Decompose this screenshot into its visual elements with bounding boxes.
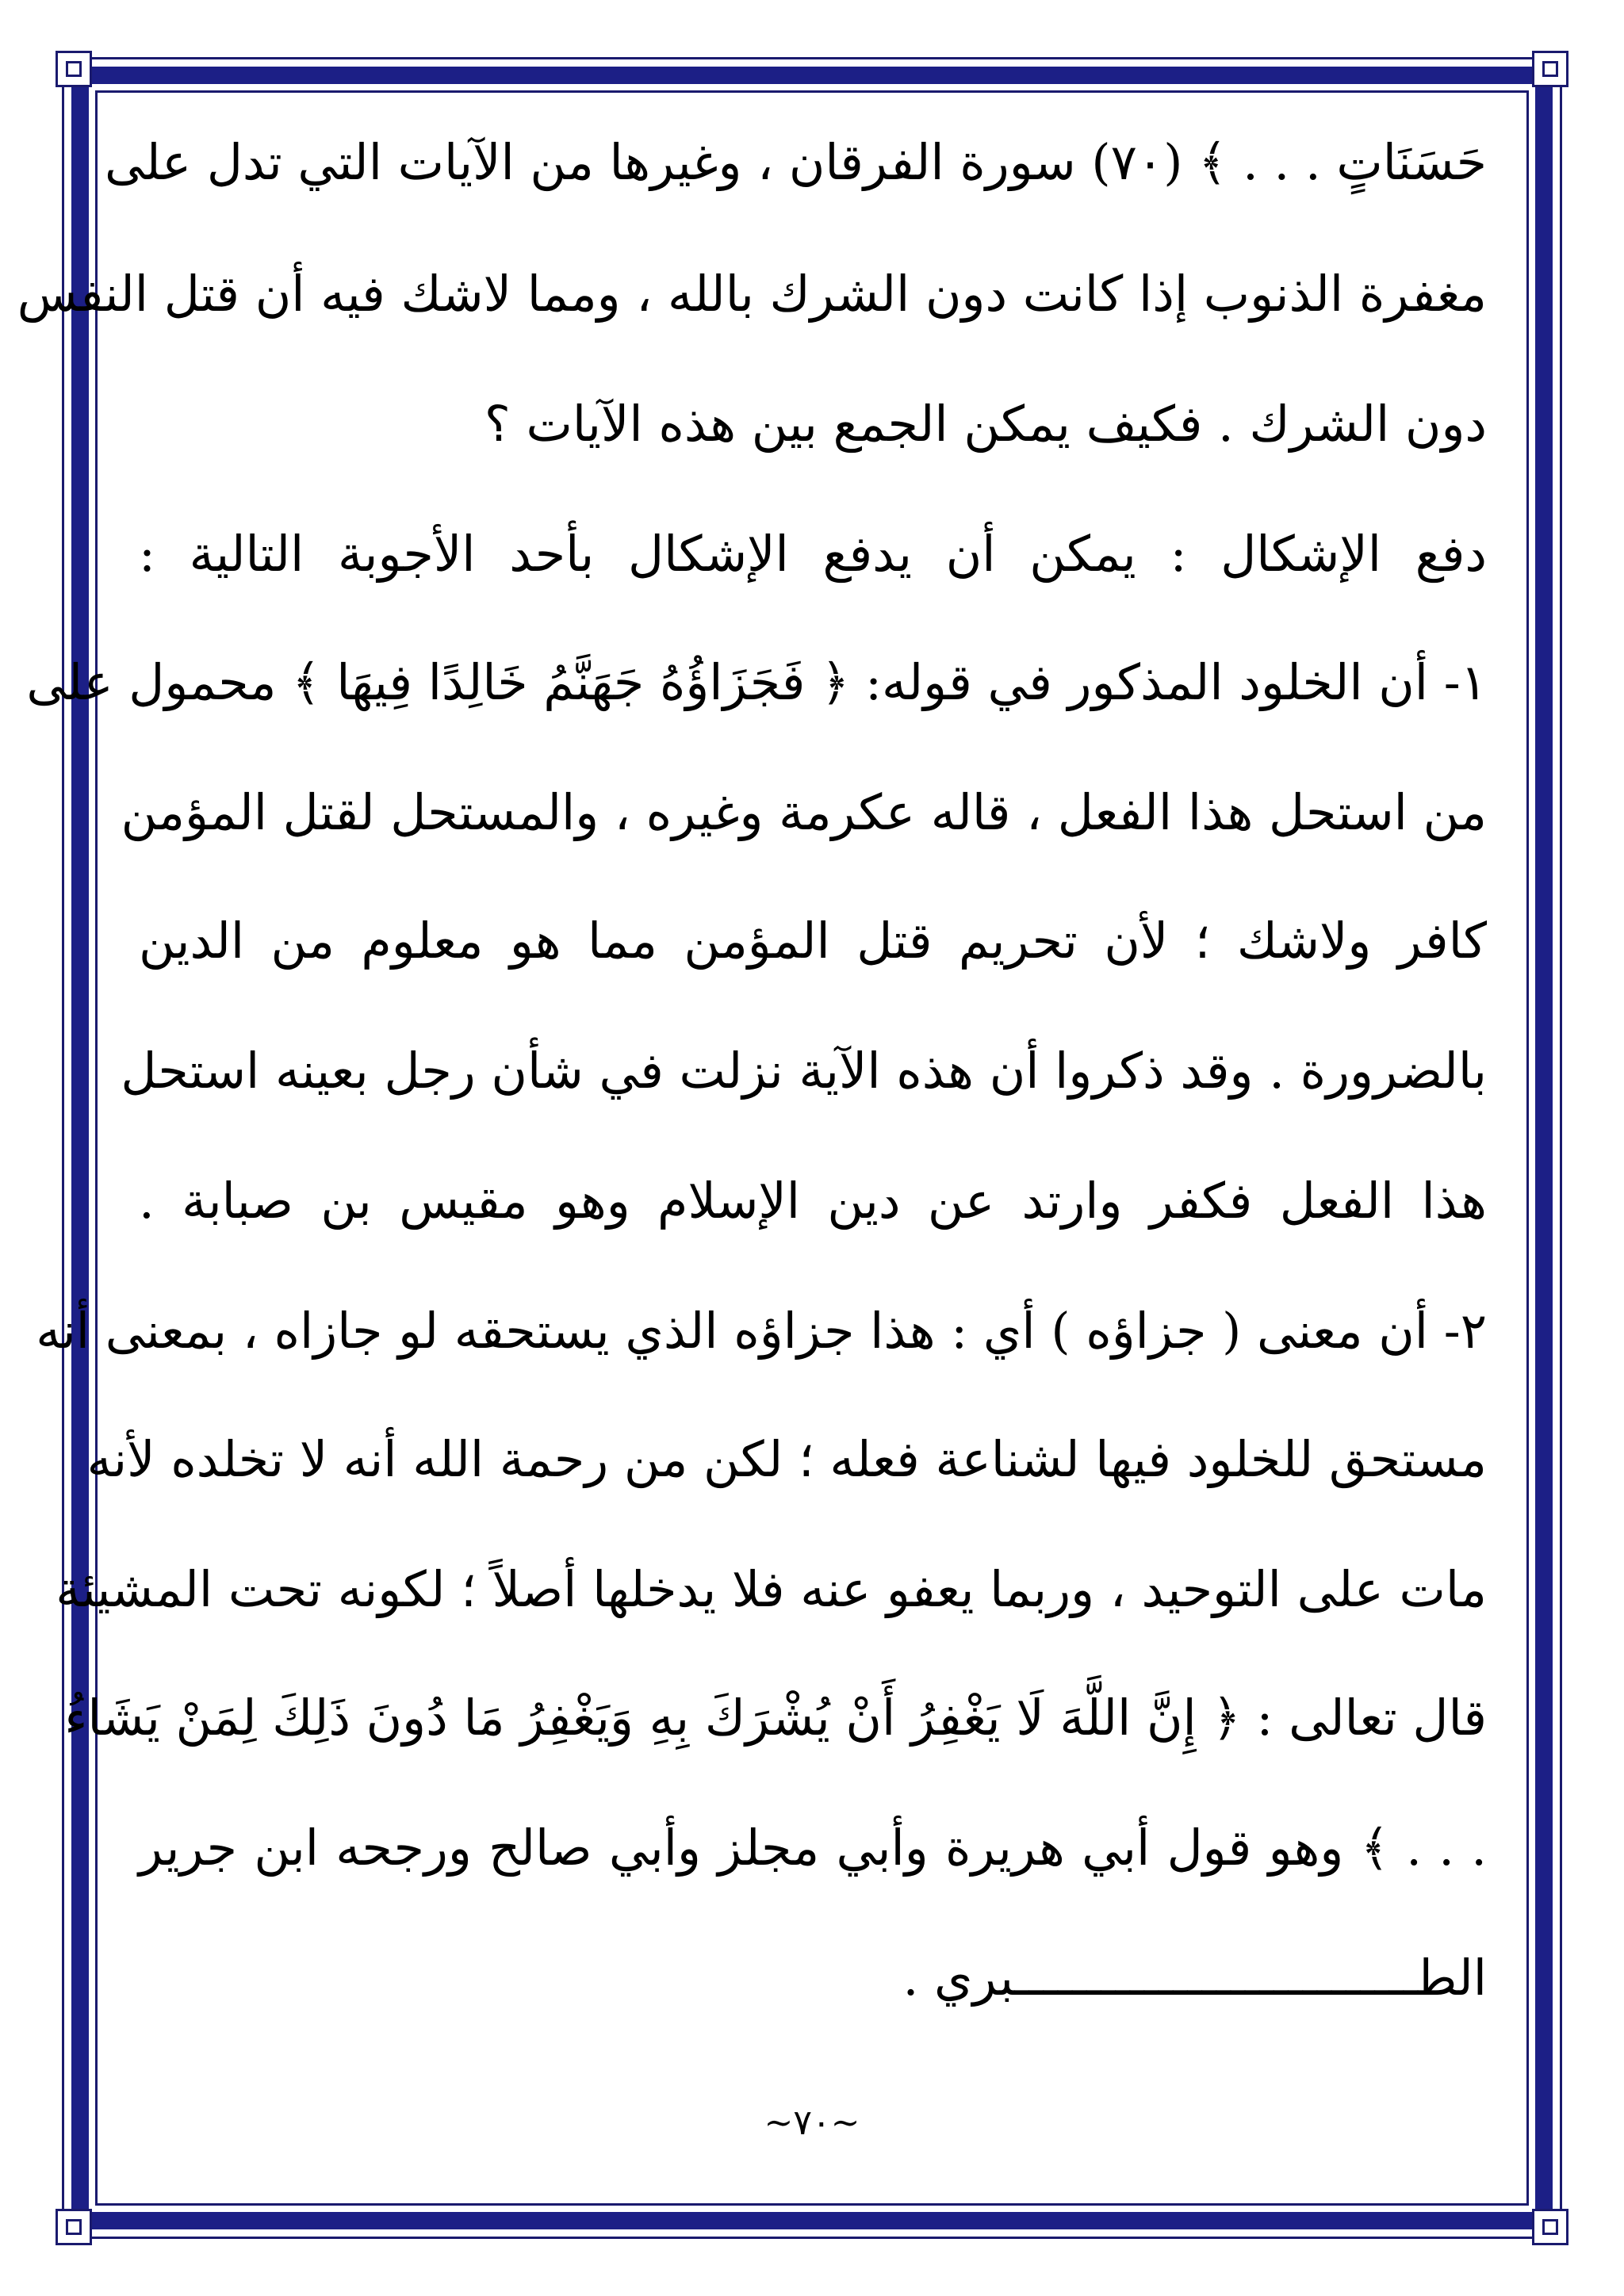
- text-line: مستحق للخلود فيها لشناعة فعله ؛ لكن من رحمة الله أنه لا تخلده لأنه: [86, 1430, 1487, 1488]
- page-number: ~٧٠~: [764, 2103, 860, 2143]
- text-line: بالضرورة . وقد ذكروا أن هذه الآية نزلت في شأن رجل بعينه استحل: [121, 1042, 1487, 1100]
- text-line: مغفرة الذنوب إذا كانت دون الشرك بالله ، ومما لاشك فيه أن قتل النفس: [17, 265, 1487, 323]
- text-line: ٢- أن معنى ( جزاؤه ) أي : هذا جزاؤه الذي يستحقه لو جازاه ، بمعنى أنه: [36, 1302, 1487, 1360]
- text-line: مات على التوحيد ، وربما يعفو عنه فلا يدخلها أصلاً ؛ لكونه تحت المشيئة: [56, 1560, 1487, 1618]
- text-line: دفع الإشكال : يمكن أن يدفع الإشكال بأحد الأجوبة التالية :: [139, 525, 1487, 583]
- text-line: هذا الفعل فكفر وارتد عن دين الإسلام وهو مقيس بن صبابة .: [139, 1172, 1487, 1230]
- text-line: دون الشرك . فكيف يمكن الجمع بين هذه الآيات ؟: [484, 395, 1487, 453]
- corner-ornament-top-left: [56, 51, 92, 87]
- text-line: من استحل هذا الفعل ، قاله عكرمة وغيره ، والمستحل لقتل المؤمن: [121, 783, 1487, 841]
- text-line: ١- أن الخلود المذكور في قوله: ﴿ فَجَزَاؤُهُ جَهَنَّمُ خَالِدًا فِيهَا ﴾ محمول على: [26, 653, 1487, 711]
- corner-ornament-bottom-right: [1532, 2209, 1568, 2245]
- text-line: قال تعالى : ﴿ إِنَّ اللَّهَ لَا يَغْفِرُ أَنْ يُشْرَكَ بِهِ وَيَغْفِرُ مَا دُونَ ذَلِكَ لِمَنْ يَشَاءُ: [64, 1689, 1487, 1747]
- text-line: كافر ولاشك ؛ لأن تحريم قتل المؤمن مما هو معلوم من الدين: [139, 912, 1487, 970]
- text-line: الطــــــــــــــــــــــــــــبري .: [902, 1949, 1487, 2007]
- corner-ornament-bottom-left: [56, 2209, 92, 2245]
- corner-ornament-top-right: [1532, 51, 1568, 87]
- text-line: حَسَنَاتٍ . . . ﴾ (٧٠) سورة الفرقان ، وغيرها من الآيات التي تدل على: [104, 133, 1487, 191]
- text-line: . . . ﴾ وهو قول أبي هريرة وأبي مجلز وأبي صالح ورجحه ابن جرير: [139, 1819, 1487, 1877]
